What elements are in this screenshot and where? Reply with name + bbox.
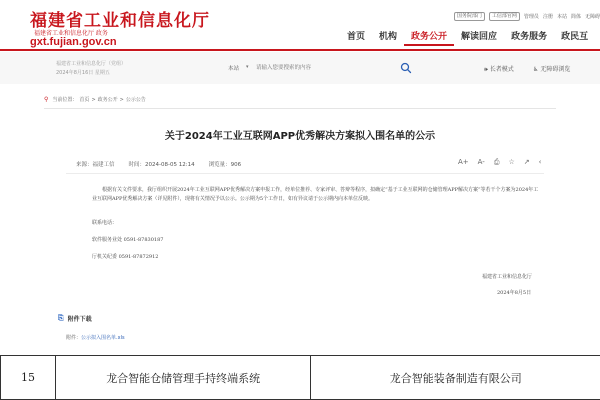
article-meta [76, 160, 241, 168]
favorite-icon[interactable]: ☆ [508, 158, 515, 166]
signature-date: 2024年8月5日 [497, 290, 532, 296]
attachment-heading-label: 附件下载 [67, 316, 92, 323]
site-name: 福建省工业和信息化厅（党组） [56, 61, 127, 67]
back-icon[interactable]: ‹ [538, 158, 542, 166]
accessibility-button[interactable] [533, 64, 570, 73]
font-decrease-icon[interactable]: A- [477, 158, 485, 166]
top-links [454, 12, 600, 21]
top-link-site[interactable]: 本站 [556, 14, 567, 20]
site-date: 2024年8月16日 星期五 [56, 70, 110, 76]
ear-icon: 🕪 [484, 66, 488, 73]
attachment-prefix: 附件： [66, 335, 82, 341]
breadcrumb-separator: > [91, 96, 96, 103]
elder-mode-button[interactable] [484, 64, 514, 74]
breadcrumb-announcements[interactable]: 公示公告 [125, 97, 146, 103]
nav-services[interactable]: 政务服务 [511, 32, 548, 42]
top-link-accessibility[interactable]: 无障碍 [584, 14, 600, 20]
search-icon[interactable] [400, 62, 412, 74]
attachment-heading [58, 314, 92, 323]
top-link-simplified[interactable]: 简体 [570, 14, 581, 20]
nav-interpretation[interactable]: 解读回应 [461, 32, 498, 42]
article-title: 关于2024年工业互联网APP优秀解决方案拟入围名单的公示 [164, 131, 436, 142]
top-link-miit[interactable]: 工信部官网 [489, 12, 520, 21]
breadcrumb-government-affairs[interactable]: 政务公开 [97, 97, 118, 103]
search-input[interactable] [256, 61, 396, 75]
site-header [0, 0, 600, 50]
breadcrumb-home[interactable]: 首页 [79, 97, 90, 103]
breadcrumb-prefix: 当前位置： [52, 97, 78, 103]
contact-label: 联系电话： [92, 220, 118, 226]
font-increase-icon[interactable]: A+ [458, 158, 469, 166]
table-cell-solution: 龙合智能仓储管理手持终端系统 [56, 356, 312, 399]
attachment-item [66, 334, 125, 341]
nav-government-affairs[interactable]: 政务公开 [404, 30, 454, 46]
search-bar-strip [0, 52, 600, 84]
top-link-state-council[interactable]: 国务院部门 [454, 12, 485, 21]
contact-line-discipline: 厅机关纪委 0591-87872912 [92, 254, 159, 260]
accessibility-icon: ♿ [533, 66, 539, 73]
accessibility-label: 无障碍浏览 [540, 66, 571, 73]
chevron-down-icon[interactable]: ▾ [246, 64, 249, 70]
nav-organization[interactable]: 机构 [379, 32, 398, 42]
signature-organization: 福建省工业和信息化厅 [482, 274, 533, 280]
breadcrumb-divider [44, 108, 556, 109]
contact-line-software: 软件服务业处 0591-87830187 [92, 237, 164, 243]
attachment-icon: ⎘ [58, 314, 64, 322]
site-url[interactable]: gxt.fujian.gov.cn [30, 36, 117, 48]
search-scope-select[interactable]: 本站 [228, 66, 240, 72]
article-source: 来源：福建工信 [76, 162, 115, 168]
nav-interaction[interactable]: 政民互 [561, 32, 589, 42]
table-cell-number: 15 [1, 356, 56, 399]
top-link-register[interactable]: 注册 [542, 14, 553, 20]
elder-mode-label: 长者模式 [489, 66, 514, 73]
header-divider [0, 49, 600, 51]
meta-divider [66, 173, 544, 174]
table-row [0, 355, 600, 400]
main-nav [340, 30, 595, 46]
site-logo-subtitle: 福建省工业和信息化厅 政务 [34, 30, 108, 37]
location-icon: ⚲ [44, 96, 49, 103]
top-link-admin[interactable]: 管理员 [523, 14, 539, 20]
nav-home[interactable]: 首页 [347, 32, 366, 42]
breadcrumb-separator: > [119, 96, 124, 103]
table-cell-company: 龙合智能装备制造有限公司 [389, 371, 522, 385]
attachment-download-link[interactable]: 公示拟入围名单.xls [81, 335, 125, 341]
article-datetime: 时间：2024-08-05 12:14 [128, 162, 195, 168]
article-views: 浏览量：906 [208, 162, 242, 168]
share-icon[interactable]: ↗ [523, 158, 530, 166]
print-icon[interactable]: ⎙ [493, 158, 500, 166]
breadcrumb [44, 96, 146, 103]
article-tools [458, 158, 541, 167]
site-logo-title[interactable]: 福建省工业和信息化厅 [30, 11, 210, 31]
article-paragraph: 根据有关文件要求，我厅组织开展2024年工业互联网APP优秀解决方案申报工作，经单位推荐、专家评审、答辩等程序，拟确定“基于工业互联网的仓储管理APP解决方案”等若干个方案为2024年工业互联网APP优秀解决方案（详见附件），现将有关情况予以公示。公示期为5个工作日，如有异议请于公示期内向本单位反映。 [92, 187, 539, 202]
